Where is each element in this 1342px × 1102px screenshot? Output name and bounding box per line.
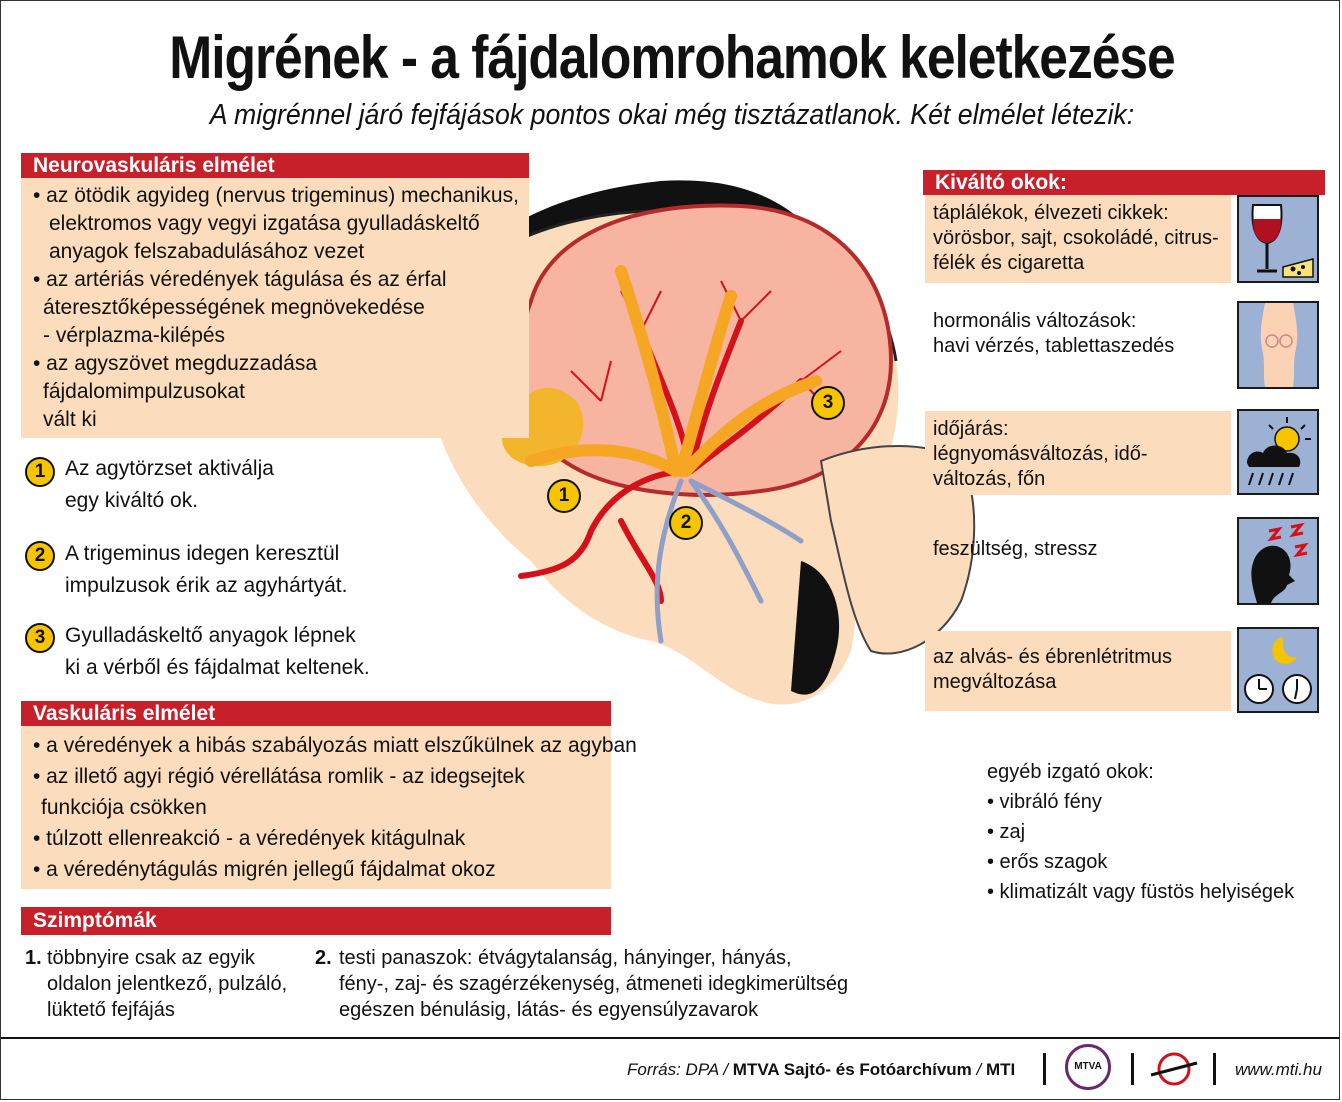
moon-clocks-icon: [1237, 627, 1319, 713]
trigger-line: légnyomásváltozás, idő-: [933, 443, 1148, 465]
wine-cheese-icon: [1237, 195, 1319, 283]
diagram-badge: 1: [547, 479, 581, 513]
other-cause-item: • klimatizált vagy füstös helyiségek: [987, 881, 1295, 903]
neuro-line: vált ki: [43, 408, 97, 431]
weather-icon: [1237, 409, 1319, 495]
source-separator: /: [971, 1060, 986, 1079]
other-causes-title: egyéb izgató okok:: [987, 761, 1154, 783]
source-archive: MTVA Sajtó- és Fotóarchívum: [732, 1060, 972, 1079]
other-cause-item: • erős szagok: [987, 851, 1108, 873]
vascular-line: • túlzott ellenreakció - a véredények kitágulnak: [33, 827, 466, 850]
step-text: A trigeminus idegen keresztül: [65, 542, 340, 565]
symptom-1-text: [47, 945, 287, 1023]
page-title: Migrének - a fájdalomrohamok keletkezése: [169, 24, 1175, 91]
trigger-weather: [925, 411, 1231, 495]
neuro-line: • az ötödik agyideg (nervus trigeminus) mechanikus,: [33, 184, 519, 207]
trigger-food: [925, 195, 1231, 283]
footer-separator: [1043, 1053, 1046, 1085]
neuro-theory-panel: [21, 153, 529, 438]
neuro-line: áteresztőképességének megnövekedése: [43, 296, 425, 319]
trigger-line: vörösbor, sajt, csokoládé, citrus-: [933, 227, 1219, 249]
neuro-line: anyagok felszabadulásához vezet: [49, 240, 365, 263]
symptom-line: egészen bénulásig, látás- és egyensúlyzavarok: [339, 999, 759, 1021]
step-text: Az agytörzset aktiválja: [65, 457, 274, 480]
mti-logo: [1149, 1049, 1199, 1089]
symptom-line: testi panaszok: étvágytalanság, hányinger, hányás,: [339, 947, 792, 969]
trigger-line: táplálékok, élvezeti cikkek:: [933, 202, 1169, 224]
symptom-num: 2.: [315, 947, 332, 969]
vascular-line: • az illető agyi régió vérellátása romlik - az idegsejtek: [33, 765, 525, 788]
source-prefix: Forrás: DPA /: [627, 1060, 733, 1079]
symptom-line: oldalon jelentkező, pulzáló,: [47, 973, 288, 995]
female-body-icon: [1237, 301, 1319, 389]
vascular-line: • a véredénytágulás migrén jellegű fájdalmat okoz: [33, 858, 496, 881]
step-badge: 3: [25, 623, 55, 653]
step-text: impulzusok érik az agyhártyát.: [65, 574, 348, 597]
neuro-line: • az agyszövet megduzzadása: [33, 352, 318, 375]
vascular-theory-panel: [21, 701, 637, 889]
vascular-line: funkciója csökken: [41, 796, 207, 819]
vascular-line: • a véredények a hibás szabályozás miatt elszűkülnek az agyban: [33, 734, 637, 757]
stress-head-icon: [1237, 517, 1319, 605]
symptom-line: többnyire csak az egyik: [47, 947, 255, 969]
trigger-line: hormonális változások:: [933, 310, 1137, 332]
symptom-2-text: [339, 945, 848, 1023]
source-mti: MTI: [985, 1060, 1016, 1079]
symptom-line: lüktető fejfájás: [47, 999, 175, 1021]
trigger-sleep: [925, 631, 1231, 711]
symptom-num: 1.: [25, 947, 42, 969]
neuro-line: • az artériás véredények tágulása és az érfal: [33, 268, 447, 291]
trigger-line: megváltozása: [933, 671, 1057, 693]
trigger-line: időjárás:: [933, 418, 1009, 440]
symptom-line: fény-, zaj- és szagérzékenység, átmeneti idegkimerültség: [339, 973, 849, 995]
footer-source: [627, 1060, 1015, 1080]
step-text: egy kiváltó ok.: [65, 489, 199, 512]
neuro-theory-header: Neurovaskuláris elmélet: [21, 153, 529, 178]
trigger-line: havi vérzés, tablettaszedés: [933, 335, 1175, 357]
trigger-line: az alvás- és ébrenlétritmus: [933, 646, 1172, 668]
diagram-badge: 2: [669, 506, 703, 540]
trigger-line: feszültség, stressz: [933, 538, 1098, 560]
mtva-logo: [1065, 1044, 1111, 1090]
step-badge: 1: [25, 457, 55, 487]
triggers-header: Kiváltó okok:: [923, 170, 1325, 195]
symptoms-header: Szimptómák: [21, 907, 611, 935]
neuro-line: elektromos vagy vegyi izgatása gyulladáskeltő: [49, 212, 480, 235]
page-subtitle: A migrénnel járó fejfájások pontos okai még tisztázatlanok. Két elmélet létezik:: [209, 99, 1135, 131]
other-cause-item: • zaj: [987, 821, 1026, 843]
other-cause-item: • vibráló fény: [987, 791, 1102, 813]
mtva-logo-text: MTVA: [1074, 1061, 1102, 1072]
footer-separator: [1213, 1053, 1216, 1085]
step-text: Gyulladáskeltő anyagok lépnek: [65, 624, 356, 647]
diagram-badge: 3: [811, 386, 845, 420]
trigger-line: félék és cigaretta: [933, 252, 1085, 274]
neuro-line: - vérplazma-kilépés: [43, 324, 226, 347]
step-text: ki a vérből és fájdalmat keltenek.: [65, 656, 370, 679]
neuro-line: fájdalomimpulzusokat: [43, 380, 245, 403]
trigger-line: változás, főn: [933, 468, 1046, 490]
other-causes: [987, 757, 1294, 907]
footer-url: www.mti.hu: [1235, 1060, 1322, 1079]
trigger-stress: [933, 537, 1098, 562]
step-badge: 2: [25, 541, 55, 571]
vascular-theory-header: Vaskuláris elmélet: [21, 701, 611, 726]
footer-divider: [1, 1037, 1340, 1039]
footer-separator: [1131, 1053, 1134, 1085]
trigger-hormonal: [933, 309, 1174, 359]
